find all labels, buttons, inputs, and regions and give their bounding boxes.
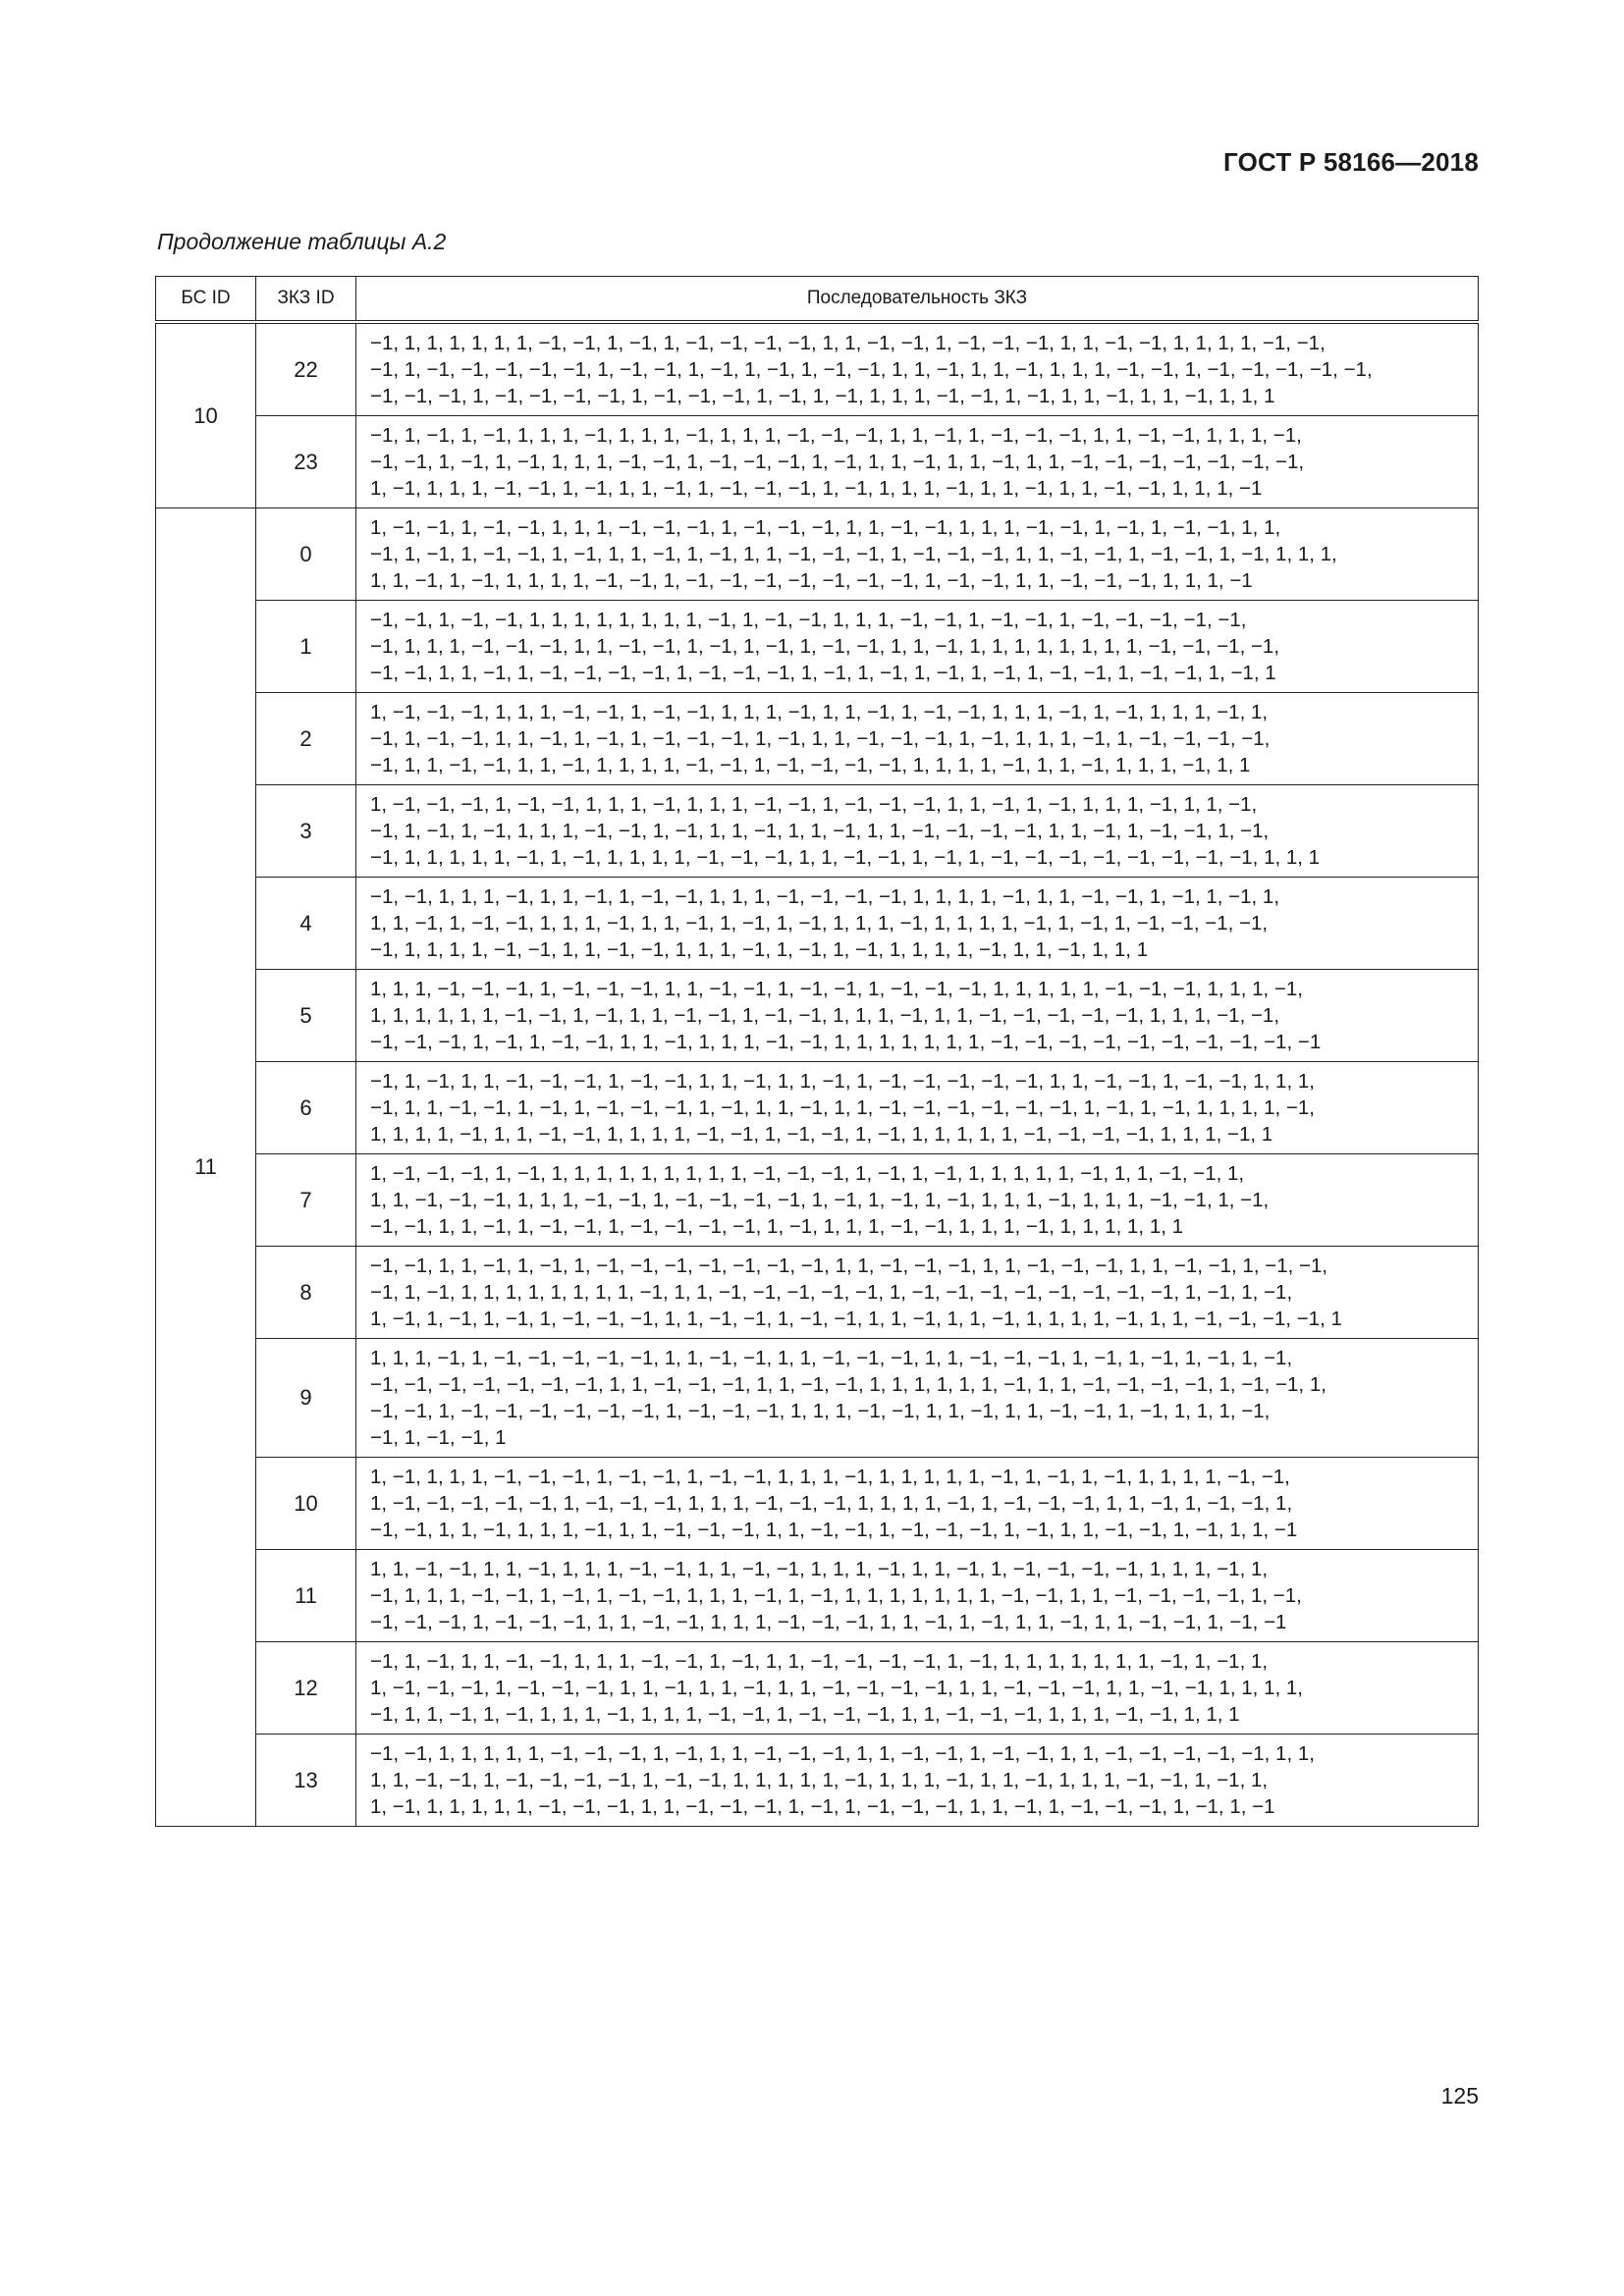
sequence-cell bbox=[356, 1247, 1479, 1339]
zkz-id-cell: 10 bbox=[256, 1458, 356, 1550]
sequence-line: 1, −1, 1, 1, 1, 1, 1, −1, −1, −1, 1, 1, −1, −1, −1, 1, −1, 1, −1, −1, −1, 1, 1, −1, 1, −1, −1, −1, 1, −1, 1, −1 bbox=[370, 1795, 1275, 1818]
sequence-cell bbox=[356, 1458, 1479, 1550]
sequence-line: 1, 1, 1, 1, 1, 1, −1, −1, 1, −1, 1, 1, −1, −1, 1, −1, −1, 1, 1, 1, −1, 1, 1, −1, −1, −1, −1, −1, 1, 1, 1, −1, −1, bbox=[370, 1004, 1280, 1027]
sequence-cell bbox=[356, 601, 1479, 693]
sequence-line: −1, 1, −1, 1, 1, −1, −1, −1, 1, −1, −1, 1, 1, −1, 1, 1, −1, 1, −1, −1, −1, −1, −1, 1, 1, −1, −1, 1, −1, −1, 1, 1, 1, bbox=[370, 1070, 1315, 1093]
sequence-cell bbox=[356, 785, 1479, 878]
document-code: ГОСТ Р 58166—2018 bbox=[1223, 147, 1479, 177]
zkz-id-cell: 7 bbox=[256, 1154, 356, 1247]
sequence-line: −1, −1, 1, 1, 1, −1, 1, 1, −1, 1, −1, −1, 1, 1, 1, −1, −1, −1, −1, 1, 1, 1, 1, −1, 1, 1, −1, −1, 1, −1, 1, −1, 1, bbox=[370, 885, 1280, 908]
sequence-line: 1, −1, −1, −1, −1, −1, 1, −1, −1, −1, 1, 1, 1, −1, −1, −1, 1, 1, 1, 1, −1, 1, −1, −1, −1, 1, 1, −1, 1, −1, −1, 1, bbox=[370, 1492, 1293, 1515]
sequence-line: −1, 1, −1, 1, 1, −1, −1, 1, 1, 1, −1, −1, 1, −1, 1, 1, −1, −1, −1, −1, 1, −1, 1, 1, 1, 1, 1, 1, 1, −1, 1, −1, 1, bbox=[370, 1650, 1269, 1673]
table-row bbox=[156, 1154, 1479, 1247]
table-row bbox=[156, 1735, 1479, 1827]
zkz-id-cell: 2 bbox=[256, 693, 356, 785]
sequence-line: 1, 1, 1, −1, 1, −1, −1, −1, −1, −1, 1, 1, −1, −1, 1, 1, −1, −1, −1, 1, 1, −1, −1, −1, 1, −1, 1, −1, 1, −1, 1, −1, bbox=[370, 1347, 1293, 1369]
sequence-line: 1, −1, 1, 1, 1, −1, −1, 1, −1, 1, 1, −1, 1, −1, −1, −1, 1, −1, 1, 1, 1, −1, 1, 1, −1, 1, 1, −1, −1, 1, 1, 1, −1 bbox=[370, 477, 1263, 500]
sequence-line: −1, −1, 1, 1, −1, 1, −1, −1, 1, −1, −1, −1, −1, 1, −1, 1, 1, 1, −1, −1, 1, 1, 1, −1, 1, 1, 1, 1, 1, 1 bbox=[370, 1215, 1184, 1238]
sequence-line: 1, −1, −1, 1, −1, −1, 1, 1, 1, −1, −1, −1, 1, −1, −1, −1, 1, 1, −1, −1, 1, 1, 1, −1, −1, 1, −1, 1, −1, −1, 1, 1, bbox=[370, 516, 1281, 539]
sequence-line: −1, 1, 1, −1, −1, 1, 1, −1, 1, 1, 1, 1, −1, −1, 1, −1, −1, −1, −1, 1, 1, 1, 1, −1, 1, 1, −1, 1, 1, 1, −1, 1, 1 bbox=[370, 754, 1251, 776]
sequence-line: 1, 1, −1, 1, −1, −1, 1, 1, 1, −1, 1, 1, −1, 1, −1, 1, −1, 1, 1, 1, −1, 1, 1, 1, 1, −1, 1, −1, 1, −1, −1, −1, −1, bbox=[370, 912, 1269, 934]
sequence-line: 1, 1, −1, −1, −1, 1, 1, 1, −1, −1, 1, −1, −1, −1, −1, 1, −1, 1, −1, 1, −1, 1, 1, 1, −1, 1, 1, 1, −1, −1, 1, −1, bbox=[370, 1189, 1270, 1211]
sequence-line: −1, 1, 1, 1, −1, −1, −1, 1, 1, −1, −1, 1, −1, 1, −1, 1, −1, −1, 1, 1, −1, 1, 1, 1, 1, 1, 1, 1, 1, −1, −1, −1, −1, bbox=[370, 635, 1280, 658]
sequence-line: 1, 1, −1, 1, −1, 1, 1, 1, 1, −1, −1, 1, −1, −1, −1, −1, −1, −1, −1, 1, −1, −1, 1, 1, −1, −1, −1, 1, 1, 1, −1 bbox=[370, 569, 1253, 592]
table-row bbox=[156, 416, 1479, 508]
zkz-id-cell: 5 bbox=[256, 970, 356, 1062]
zkz-id-cell: 4 bbox=[256, 878, 356, 970]
sequence-line: −1, 1, 1, 1, 1, −1, −1, 1, 1, −1, −1, 1, 1, 1, −1, 1, −1, 1, −1, 1, 1, 1, 1, −1, 1, 1, −1, 1, 1, 1 bbox=[370, 938, 1149, 961]
bs-id-cell: 11 bbox=[156, 508, 256, 1827]
sequence-line: −1, −1, −1, 1, −1, 1, −1, −1, 1, 1, −1, 1, 1, 1, −1, −1, 1, 1, 1, 1, 1, 1, 1, −1, −1, −1, −1, −1, −1, −1, −1, −1, −1 bbox=[370, 1031, 1322, 1053]
sequence-line: −1, 1, −1, −1, 1, 1, −1, 1, −1, 1, −1, −1, −1, 1, −1, 1, 1, −1, −1, −1, 1, −1, 1, 1, 1, −1, 1, −1, −1, −1, −1, bbox=[370, 727, 1271, 750]
zkz-id-cell: 22 bbox=[256, 322, 356, 416]
sequence-line: −1, 1, −1, −1, 1 bbox=[370, 1426, 507, 1449]
sequence-line: 1, −1, −1, −1, 1, −1, −1, −1, 1, 1, −1, 1, 1, −1, 1, 1, −1, −1, −1, −1, 1, 1, −1, −1, −1, 1, 1, −1, −1, 1, 1, 1, 1, bbox=[370, 1677, 1303, 1699]
table-row bbox=[156, 601, 1479, 693]
sequence-cell bbox=[356, 970, 1479, 1062]
zkz-id-cell: 3 bbox=[256, 785, 356, 878]
zkz-id-cell: 1 bbox=[256, 601, 356, 693]
table-row bbox=[156, 785, 1479, 878]
sequence-line: 1, −1, 1, −1, 1, −1, 1, −1, −1, −1, 1, 1, −1, −1, 1, −1, −1, 1, 1, −1, 1, 1, −1, 1, 1, 1, 1, −1, 1, 1, −1, −1, −1, −1, 1 bbox=[370, 1308, 1342, 1330]
sequence-line: −1, 1, −1, 1, −1, 1, 1, 1, −1, 1, 1, 1, −1, 1, 1, 1, −1, −1, −1, 1, 1, −1, 1, −1, −1, −1, 1, 1, −1, −1, 1, 1, 1, −1, bbox=[370, 424, 1302, 447]
sequence-line: −1, 1, −1, −1, −1, −1, −1, 1, −1, −1, 1, −1, 1, −1, 1, −1, −1, 1, 1, −1, 1, 1, −1, 1, 1, 1, −1, −1, 1, −1, −1, −1, −1, −1, bbox=[370, 358, 1373, 381]
sequence-line: −1, −1, −1, 1, −1, −1, −1, −1, 1, −1, −1, −1, 1, −1, 1, −1, 1, 1, 1, −1, −1, 1, −1, 1, 1, −1, 1, 1, −1, 1, 1, 1 bbox=[370, 385, 1275, 407]
sequence-line: −1, −1, 1, −1, 1, −1, 1, 1, 1, −1, −1, 1, −1, −1, −1, 1, −1, 1, 1, −1, 1, 1, −1, 1, 1, −1, −1, −1, −1, −1, −1, −1, bbox=[370, 451, 1305, 473]
sequence-line: 1, −1, −1, −1, 1, −1, 1, 1, 1, 1, 1, 1, 1, 1, 1, −1, −1, −1, 1, −1, 1, −1, 1, 1, 1, 1, 1, −1, 1, 1, −1, −1, 1, bbox=[370, 1162, 1245, 1185]
sequence-line: −1, −1, 1, −1, −1, −1, −1, −1, −1, 1, −1, −1, −1, 1, 1, 1, −1, −1, 1, 1, −1, 1, 1, −1, −1, 1, −1, 1, 1, 1, −1, bbox=[370, 1400, 1271, 1422]
page-number: 125 bbox=[1440, 2083, 1479, 2109]
table-row bbox=[156, 693, 1479, 785]
zkz-id-cell: 23 bbox=[256, 416, 356, 508]
table-row bbox=[156, 322, 1479, 416]
sequence-cell bbox=[356, 508, 1479, 601]
sequence-line: −1, 1, 1, −1, 1, −1, 1, 1, 1, −1, 1, 1, 1, −1, −1, 1, −1, −1, −1, 1, 1, −1, −1, −1, 1, 1, 1, −1, −1, 1, 1, 1 bbox=[370, 1703, 1240, 1726]
sequence-cell bbox=[356, 1550, 1479, 1642]
sequence-cell bbox=[356, 322, 1479, 416]
sequence-line: −1, −1, −1, 1, −1, −1, −1, 1, 1, −1, −1, 1, 1, 1, −1, −1, −1, 1, 1, −1, 1, −1, 1, 1, −1, 1, 1, −1, −1, 1, −1, −1 bbox=[370, 1611, 1287, 1633]
column-header-bs-id: БС ID bbox=[156, 277, 256, 323]
sequence-cell bbox=[356, 416, 1479, 508]
table-header-row bbox=[156, 277, 1479, 323]
column-header-zkz-id: ЗКЗ ID bbox=[256, 277, 356, 323]
sequence-line: −1, 1, 1, 1, −1, −1, 1, −1, 1, −1, −1, 1, 1, 1, −1, 1, −1, 1, 1, 1, 1, 1, 1, 1, −1, −1, 1, 1, −1, −1, −1, −1, 1, −1, bbox=[370, 1584, 1302, 1607]
sequence-line: 1, −1, −1, −1, 1, −1, −1, 1, 1, 1, −1, 1, 1, 1, −1, −1, 1, −1, −1, −1, 1, 1, −1, 1, −1, 1, 1, 1, −1, 1, 1, −1, bbox=[370, 793, 1258, 816]
table-row bbox=[156, 1458, 1479, 1550]
sequence-line: −1, 1, 1, 1, 1, 1, 1, −1, −1, 1, −1, 1, −1, −1, −1, −1, 1, 1, −1, −1, 1, −1, −1, −1, 1, 1, −1, −1, 1, 1, 1, 1, −1, −1, bbox=[370, 332, 1326, 354]
sequence-cell bbox=[356, 878, 1479, 970]
sequence-line: −1, 1, −1, 1, −1, 1, 1, 1, −1, −1, 1, −1, 1, 1, −1, 1, 1, −1, 1, 1, −1, −1, −1, −1, 1, 1, −1, 1, −1, −1, 1, −1, bbox=[370, 820, 1270, 842]
sequence-table bbox=[155, 276, 1479, 1827]
zkz-id-cell: 13 bbox=[256, 1735, 356, 1827]
table-row bbox=[156, 1339, 1479, 1458]
table-body bbox=[156, 322, 1479, 1827]
table-row bbox=[156, 1062, 1479, 1154]
table-row bbox=[156, 970, 1479, 1062]
sequence-line: −1, −1, −1, −1, −1, −1, −1, 1, 1, −1, −1, −1, 1, 1, −1, −1, 1, 1, 1, 1, 1, 1, −1, 1, 1, −1, −1, −1, −1, 1, −1, −1, 1, bbox=[370, 1373, 1326, 1396]
sequence-cell bbox=[356, 1062, 1479, 1154]
zkz-id-cell: 9 bbox=[256, 1339, 356, 1458]
zkz-id-cell: 8 bbox=[256, 1247, 356, 1339]
table-row bbox=[156, 508, 1479, 601]
table-row bbox=[156, 1550, 1479, 1642]
sequence-line: −1, −1, 1, 1, 1, 1, 1, −1, −1, −1, 1, −1, 1, 1, −1, −1, −1, 1, 1, −1, −1, 1, −1, −1, 1, 1, −1, −1, −1, −1, −1, 1, 1, bbox=[370, 1742, 1315, 1765]
zkz-id-cell: 12 bbox=[256, 1642, 356, 1735]
sequence-line: 1, 1, −1, −1, 1, −1, −1, −1, −1, 1, −1, −1, 1, 1, 1, 1, 1, −1, 1, 1, 1, −1, 1, 1, −1, 1, 1, 1, −1, −1, 1, −1, 1, bbox=[370, 1769, 1269, 1791]
sequence-line: −1, −1, 1, 1, −1, 1, 1, 1, −1, 1, 1, −1, −1, −1, 1, 1, −1, −1, 1, −1, −1, −1, 1, −1, 1, 1, −1, −1, 1, −1, 1, 1, −1 bbox=[370, 1519, 1298, 1541]
zkz-id-cell: 6 bbox=[256, 1062, 356, 1154]
sequence-line: −1, 1, −1, 1, −1, −1, 1, −1, 1, 1, −1, 1, −1, 1, 1, −1, −1, −1, 1, −1, −1, −1, 1, 1, −1, −1, 1, −1, −1, 1, −1, 1, 1, 1, bbox=[370, 543, 1337, 565]
sequence-cell bbox=[356, 1339, 1479, 1458]
table-caption: Продолжение таблицы А.2 bbox=[157, 229, 447, 254]
sequence-line: −1, −1, 1, −1, −1, 1, 1, 1, 1, 1, 1, 1, 1, −1, 1, −1, −1, 1, 1, 1, −1, −1, 1, −1, −1, 1, −1, −1, −1, −1, −1, bbox=[370, 609, 1247, 631]
sequence-line: −1, −1, 1, 1, −1, 1, −1, 1, −1, −1, −1, −1, −1, −1, −1, 1, 1, −1, −1, −1, 1, 1, −1, −1, −1, 1, 1, −1, −1, 1, −1, −1, bbox=[370, 1255, 1328, 1277]
sequence-cell bbox=[356, 1154, 1479, 1247]
zkz-id-cell: 0 bbox=[256, 508, 356, 601]
sequence-line: 1, 1, −1, −1, 1, 1, −1, 1, 1, 1, −1, −1, 1, 1, −1, −1, 1, 1, 1, −1, 1, 1, −1, 1, −1, −1, −1, −1, 1, 1, 1, −1, 1, bbox=[370, 1558, 1269, 1580]
sequence-line: 1, −1, 1, 1, 1, −1, −1, −1, 1, −1, −1, 1, −1, −1, 1, 1, 1, −1, 1, 1, 1, 1, 1, −1, 1, −1, 1, −1, 1, 1, 1, 1, −1, −1, bbox=[370, 1466, 1290, 1488]
table-row bbox=[156, 1642, 1479, 1735]
table-row bbox=[156, 878, 1479, 970]
column-header-sequence: Последовательность ЗКЗ bbox=[356, 277, 1479, 323]
sequence-line: −1, −1, 1, 1, −1, 1, −1, −1, −1, −1, 1, −1, −1, −1, 1, −1, 1, −1, 1, −1, 1, −1, 1, −1, −1, 1, −1, −1, 1, −1, 1 bbox=[370, 662, 1276, 684]
sequence-cell bbox=[356, 1735, 1479, 1827]
bs-id-cell: 10 bbox=[156, 322, 256, 508]
zkz-id-cell: 11 bbox=[256, 1550, 356, 1642]
sequence-line: 1, −1, −1, −1, 1, 1, 1, −1, −1, 1, −1, −1, 1, 1, 1, −1, 1, 1, −1, 1, −1, −1, 1, 1, 1, −1, 1, −1, 1, 1, 1, −1, 1, bbox=[370, 701, 1269, 723]
sequence-line: 1, 1, 1, −1, −1, −1, 1, −1, −1, −1, 1, 1, −1, −1, 1, −1, −1, 1, −1, −1, −1, 1, 1, 1, 1, 1, −1, −1, −1, 1, 1, 1, −1, bbox=[370, 978, 1303, 1000]
sequence-line: 1, 1, 1, 1, −1, 1, 1, −1, −1, 1, 1, 1, 1, −1, −1, 1, −1, −1, 1, −1, 1, 1, 1, 1, 1, −1, −1, −1, −1, 1, 1, 1, −1, 1 bbox=[370, 1123, 1273, 1146]
sequence-line: −1, 1, 1, −1, −1, 1, −1, 1, −1, −1, −1, 1, −1, 1, 1, −1, 1, 1, −1, −1, −1, −1, −1, −1, 1, −1, 1, −1, 1, 1, 1, 1, −1, bbox=[370, 1096, 1315, 1119]
sequence-line: −1, 1, 1, 1, 1, 1, −1, 1, −1, 1, 1, 1, 1, −1, −1, −1, 1, 1, −1, −1, 1, −1, 1, −1, −1, −1, −1, −1, −1, −1, −1, 1, 1, 1 bbox=[370, 846, 1321, 869]
table-row bbox=[156, 1247, 1479, 1339]
sequence-line: −1, 1, −1, 1, 1, 1, 1, 1, 1, 1, 1, −1, 1, 1, −1, −1, −1, −1, −1, 1, −1, −1, −1, −1, −1, −1, −1, −1, 1, −1, 1, −1, bbox=[370, 1281, 1293, 1304]
sequence-cell bbox=[356, 1642, 1479, 1735]
sequence-cell bbox=[356, 693, 1479, 785]
